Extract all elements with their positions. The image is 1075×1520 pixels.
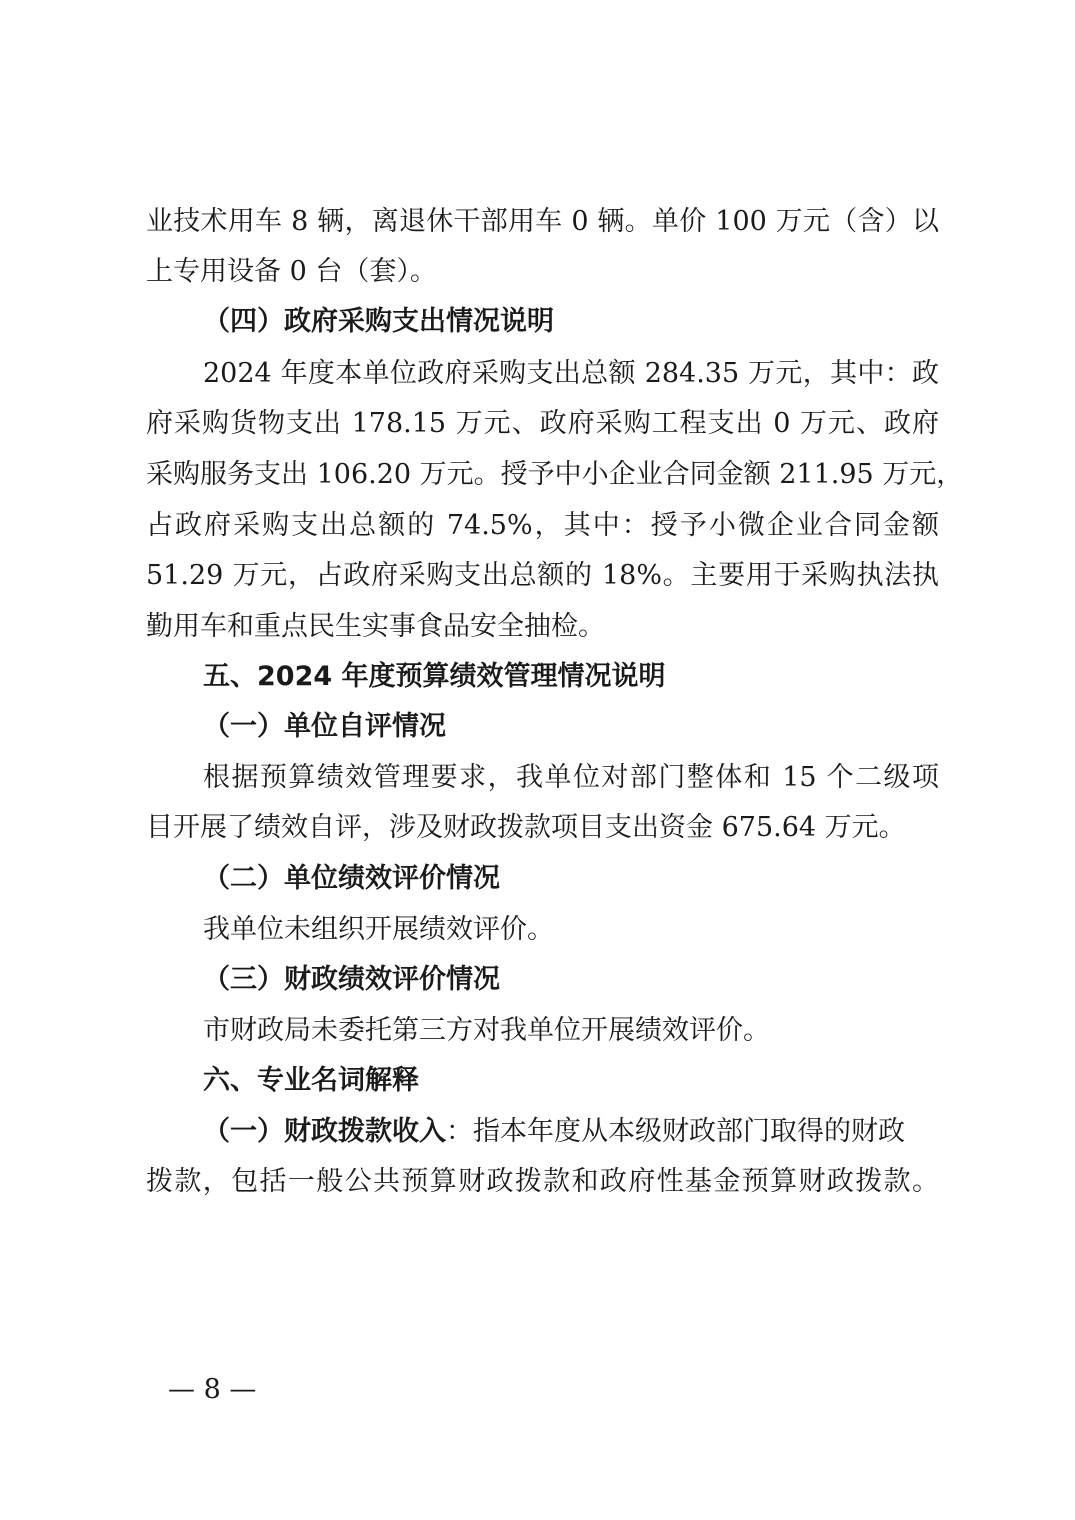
section-heading: （二）单位绩效评价情况 (203, 863, 500, 894)
body-line: 市财政局未委托第三方对我单位开展绩效评价。 (203, 1015, 770, 1046)
term-definition-line (203, 1112, 905, 1152)
body-line: 业技术用车 8 辆，离退休干部用车 0 辆。单价 100 万元（含）以 (146, 206, 939, 237)
section-heading: （三）财政绩效评价情况 (203, 964, 500, 995)
body-line: 勤用车和重点民生实事食品安全抽检。 (146, 611, 605, 642)
body-line: 拨款，包括一般公共预算财政拨款和政府性基金预算财政拨款。 (146, 1166, 939, 1197)
chapter-heading: 六、专业名词解释 (203, 1065, 419, 1096)
page-number: — 8 — (168, 1374, 257, 1405)
body-line: 我单位未组织开展绩效评价。 (203, 914, 554, 945)
body-line: 上专用设备 0 台（套）。 (146, 256, 437, 287)
term-label: （一）财政拨款收入 (203, 1116, 446, 1147)
body-line: 51.29 万元，占政府采购支出总额的 18%。主要用于采购执法执 (146, 560, 939, 591)
section-heading: （四）政府采购支出情况说明 (203, 306, 554, 337)
body-line: 2024 年度本单位政府采购支出总额 284.35 万元，其中：政 (203, 358, 939, 389)
body-line: 根据预算绩效管理要求，我单位对部门整体和 15 个二级项 (203, 762, 939, 793)
chapter-heading: 五、2024 年度预算绩效管理情况说明 (203, 661, 666, 692)
section-heading: （一）单位自评情况 (203, 711, 446, 742)
body-line: 府采购货物支出 178.15 万元、政府采购工程支出 0 万元、政府 (146, 408, 939, 439)
body-line: 采购服务支出 106.20 万元。授予中小企业合同金额 211.95 万元， (146, 459, 964, 490)
body-line: 目开展了绩效自评，涉及财政拨款项目支出资金 675.64 万元。 (146, 812, 906, 843)
term-definition: ：指本年度从本级财政部门取得的财政 (446, 1116, 905, 1147)
body-line: 占政府采购支出总额的 74.5%，其中：授予小微企业合同金额 (146, 510, 939, 541)
